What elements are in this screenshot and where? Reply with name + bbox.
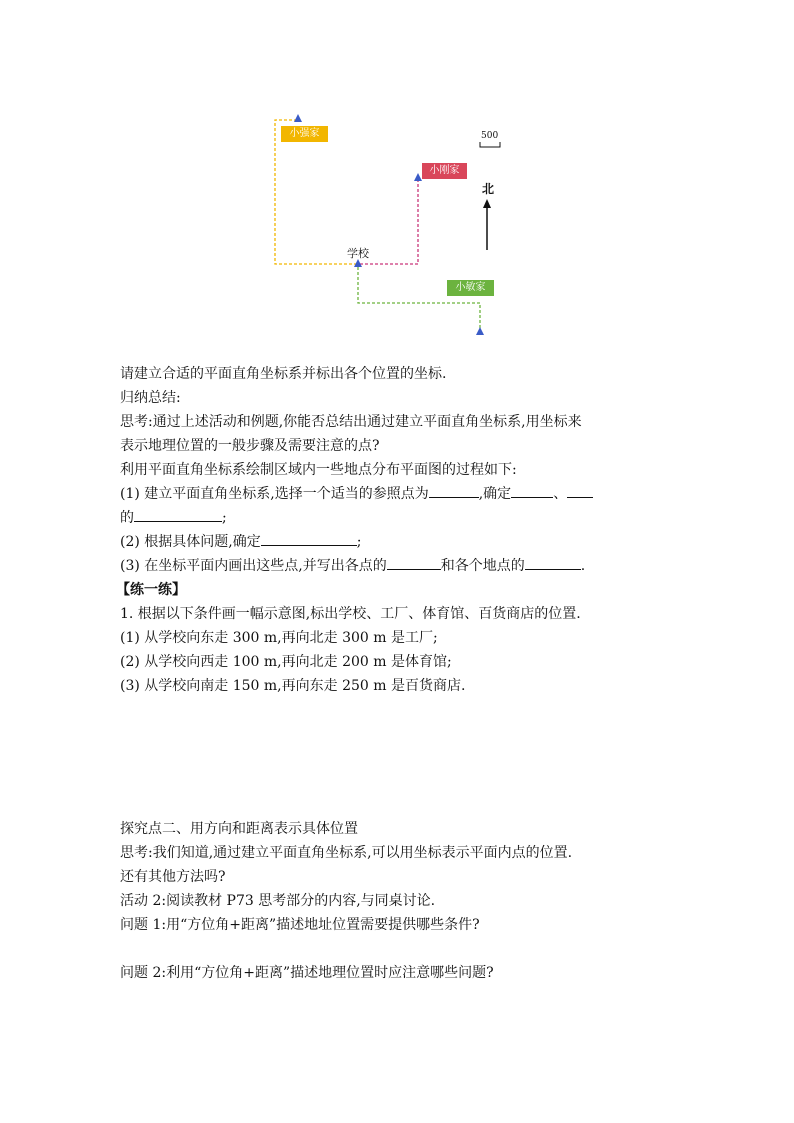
- blank-points[interactable]: [261, 530, 357, 546]
- label-north: 北: [482, 182, 495, 196]
- summary-heading: 归纳总结:: [120, 390, 181, 406]
- section-2-title: 探究点二、用方向和距离表示具体位置: [120, 821, 358, 837]
- step-1-text-c: 、: [553, 486, 568, 502]
- practice-q1-1: (1) 从学校向东走 300 m,再向北走 300 m 是工厂;: [120, 630, 438, 646]
- section-2-think-1: 思考:我们知道,通过建立平面直角坐标系,可以用坐标表示平面内点的位置.: [120, 845, 573, 861]
- practice-q1-3: (3) 从学校向南走 150 m,再向东走 250 m 是百货商店.: [120, 678, 466, 694]
- step-1-text-b: ,确定: [478, 486, 512, 502]
- activity-2: 活动 2:阅读教材 P73 思考部分的内容,与同桌讨论.: [120, 893, 436, 909]
- blank-reference-point[interactable]: [429, 482, 479, 498]
- section-2-think-2: 还有其他方法吗?: [120, 869, 226, 885]
- scale-bar: [480, 142, 500, 147]
- step-3-end: .: [580, 558, 586, 574]
- step-1-cont: [120, 506, 227, 530]
- step-2: [120, 530, 361, 554]
- step-3-text-a: (3) 在坐标平面内画出这些点,并写出各点的: [120, 558, 387, 574]
- marker-xiaomin: [476, 327, 484, 335]
- step-1-cont-end: ;: [222, 510, 227, 526]
- blank-coordinates[interactable]: [387, 554, 441, 570]
- label-school: 学校: [347, 247, 369, 260]
- process-intro: 利用平面直角坐标系绘制区域内一些地点分布平面图的过程如下:: [120, 462, 517, 478]
- think-line-1: 思考:通过上述活动和例题,你能否总结出通过建立平面直角坐标系,用坐标来: [120, 414, 582, 430]
- label-scale: 500: [481, 131, 499, 141]
- step-3: [120, 554, 585, 578]
- label-xiaomin: 小敏家: [447, 280, 494, 296]
- blank-direction-2[interactable]: [567, 482, 593, 498]
- marker-xiaogang: [414, 173, 422, 181]
- step-1-text-a: (1) 建立平面直角坐标系,选择一个适当的参照点为: [120, 486, 429, 502]
- label-xiaogang: 小刚家: [422, 163, 467, 179]
- instruction-line: 请建立合适的平面直角坐标系并标出各个位置的坐标.: [120, 366, 447, 382]
- think-line-2: 表示地理位置的一般步骤及需要注意的点?: [120, 438, 380, 454]
- question-2: 问题 2:利用“方位角+距离”描述地理位置时应注意哪些问题?: [120, 965, 494, 981]
- step-1-cont-text: 的: [120, 510, 134, 526]
- label-xiaoqiang: 小强家: [281, 126, 328, 142]
- location-map: [0, 0, 794, 360]
- blank-place-names[interactable]: [525, 554, 581, 570]
- practice-q1-2: (2) 从学校向西走 100 m,再向北走 200 m 是体育馆;: [120, 654, 452, 670]
- step-2-end: ;: [356, 534, 362, 550]
- question-1: 问题 1:用“方位角+距离”描述地址位置需要提供哪些条件?: [120, 917, 480, 933]
- blank-direction-1[interactable]: [511, 482, 553, 498]
- step-3-text-b: 和各个地点的: [440, 558, 525, 574]
- blank-unit[interactable]: [134, 506, 222, 522]
- route-to-xiaomin: [358, 267, 480, 330]
- step-1: [120, 482, 593, 506]
- step-2-text: (2) 根据具体问题,确定: [120, 534, 261, 550]
- marker-xiaoqiang: [294, 114, 302, 122]
- practice-q1: 1. 根据以下条件画一幅示意图,标出学校、工厂、体育馆、百货商店的位置.: [120, 606, 581, 622]
- north-arrow-head: [483, 199, 491, 208]
- practice-title: 【练一练】: [116, 582, 186, 598]
